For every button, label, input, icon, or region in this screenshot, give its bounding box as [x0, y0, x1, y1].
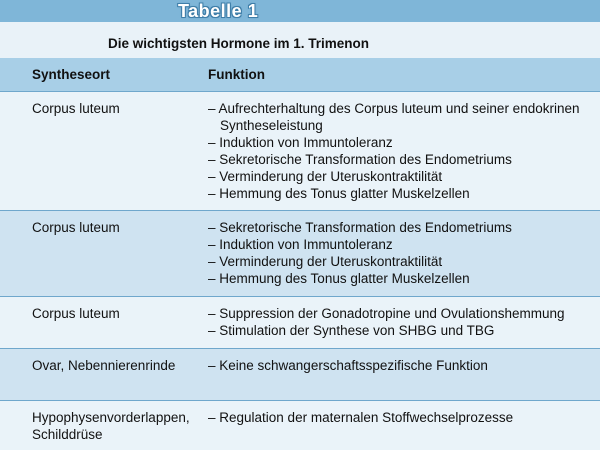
row-site: Corpus luteum — [32, 220, 120, 235]
row-functions — [208, 100, 598, 202]
row-site: Hypophysenvorderlappen, Schilddrüse — [32, 410, 190, 442]
table-subtitle: Die wichtigsten Hormone im 1. Trimenon — [108, 36, 370, 51]
table-row — [0, 297, 600, 349]
function-item: – Keine schwangerschaftsspezifische Funktion — [208, 358, 488, 373]
title-bar — [0, 0, 600, 22]
function-item: – Induktion von Immuntoleranz — [208, 135, 393, 150]
function-item: – Hemmung des Tonus glatter Muskelzellen — [208, 186, 470, 201]
function-item: – Aufrechterhaltung des Corpus luteum und seiner endokrinen Syntheseleistung — [208, 101, 580, 133]
table-row — [0, 211, 600, 297]
function-item: – Sekretorische Transformation des Endometriums — [208, 152, 512, 167]
row-site: Ovar, Nebennierenrinde — [32, 358, 176, 373]
table-row — [0, 92, 600, 211]
row-functions — [208, 305, 598, 339]
row-functions — [208, 409, 598, 426]
function-item: – Verminderung der Uteruskontraktilität — [208, 169, 443, 184]
table-row — [0, 401, 600, 450]
row-functions — [208, 357, 598, 374]
function-item: – Stimulation der Synthese von SHBG und TBG — [208, 323, 495, 338]
function-item: – Suppression der Gonadotropine und Ovulationshemmung — [208, 306, 565, 321]
function-item: – Verminderung der Uteruskontraktilität — [208, 254, 443, 269]
column-header-function: Funktion — [208, 67, 265, 82]
table-row — [0, 349, 600, 401]
function-item: – Induktion von Immuntoleranz — [208, 237, 393, 252]
column-header-site: Syntheseort — [32, 67, 111, 82]
function-item: – Hemmung des Tonus glatter Muskelzellen — [208, 271, 470, 286]
row-site: Corpus luteum — [32, 101, 120, 116]
row-site: Corpus luteum — [32, 306, 120, 321]
row-functions — [208, 219, 598, 287]
table-title: Tabelle 1 — [178, 1, 259, 21]
column-header-row — [0, 58, 600, 92]
function-item: – Regulation der maternalen Stoffwechselprozesse — [208, 410, 514, 425]
function-item: – Sekretorische Transformation des Endometriums — [208, 220, 512, 235]
